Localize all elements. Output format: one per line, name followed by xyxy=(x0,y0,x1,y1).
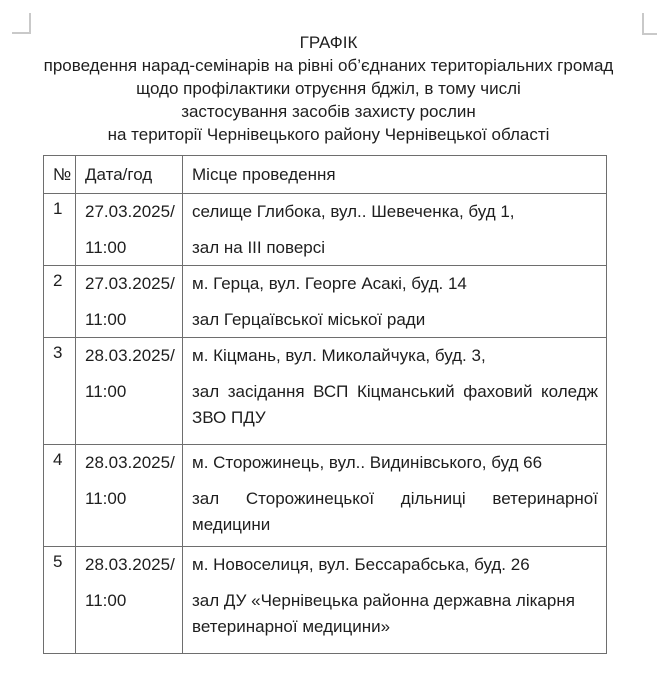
event-address: селище Глибока, вул.. Шевеченка, буд 1, xyxy=(192,202,515,221)
cell-date-time xyxy=(76,547,183,654)
title-line-1: ГРАФІК xyxy=(299,33,358,52)
event-time: 11:00 xyxy=(85,382,127,401)
event-date: 28.03.2025/ xyxy=(85,555,175,574)
cell-date-time xyxy=(76,445,183,547)
cell-date-time xyxy=(76,338,183,445)
cell-location xyxy=(183,194,607,266)
event-date: 28.03.2025/ xyxy=(85,346,175,365)
cell-location xyxy=(183,266,607,338)
table-row xyxy=(44,445,607,547)
table-row xyxy=(44,266,607,338)
cell-date-time xyxy=(76,194,183,266)
crop-mark-top-right-icon xyxy=(642,13,657,35)
event-venue: зал на III поверсі xyxy=(192,238,326,257)
table-row xyxy=(44,194,607,266)
event-venue: зал ДУ «Чернівецька районна державна лікарня ветеринарної медицини» xyxy=(192,591,575,636)
event-time: 11:00 xyxy=(85,591,127,610)
table-row xyxy=(44,338,607,445)
cell-date-time xyxy=(76,266,183,338)
header-date-time: Дата/год xyxy=(76,156,183,194)
title-line-2: проведення нарад-семінарів на рівні об’єднаних територіальних громад xyxy=(43,56,614,75)
event-time: 11:00 xyxy=(85,489,127,508)
event-address: м. Сторожинець, вул.. Видинівського, буд 66 xyxy=(192,453,543,472)
event-venue: зал Герцаївської міської ради xyxy=(192,310,426,329)
title-line-5: на території Чернівецького району Чернівецької області xyxy=(107,125,550,144)
cell-location xyxy=(183,445,607,547)
table-header-row xyxy=(44,156,607,194)
title-line-4: застосування засобів захисту рослин xyxy=(181,102,476,121)
cell-location xyxy=(183,547,607,654)
event-date: 27.03.2025/ xyxy=(85,202,175,221)
event-venue: зал засідання ВСП Кіцманський фаховий коледж ЗВО ПДУ xyxy=(192,382,598,427)
schedule-table xyxy=(43,155,607,654)
header-number: № xyxy=(44,156,76,194)
cell-number: 3 xyxy=(44,338,76,445)
event-address: м. Кіцмань, вул. Миколайчука, буд. 3, xyxy=(192,346,486,365)
event-time: 11:00 xyxy=(85,238,127,257)
cell-number: 5 xyxy=(44,547,76,654)
document-title xyxy=(0,0,657,146)
cell-number: 2 xyxy=(44,266,76,338)
event-time: 11:00 xyxy=(85,310,127,329)
cell-number: 4 xyxy=(44,445,76,547)
cell-number: 1 xyxy=(44,194,76,266)
table-row xyxy=(44,547,607,654)
cell-location xyxy=(183,338,607,445)
event-venue: зал Сторожинецької дільниці ветеринарної медицини xyxy=(192,489,598,534)
event-date: 27.03.2025/ xyxy=(85,274,175,293)
event-address: м. Новоселиця, вул. Бессарабська, буд. 26 xyxy=(192,555,530,574)
event-address: м. Герца, вул. Георге Асакі, буд. 14 xyxy=(192,274,467,293)
title-line-3: щодо профілактики отруєння бджіл, в тому числі xyxy=(136,79,521,98)
crop-mark-top-left-icon xyxy=(12,13,31,34)
event-date: 28.03.2025/ xyxy=(85,453,175,472)
header-location: Місце проведення xyxy=(183,156,607,194)
